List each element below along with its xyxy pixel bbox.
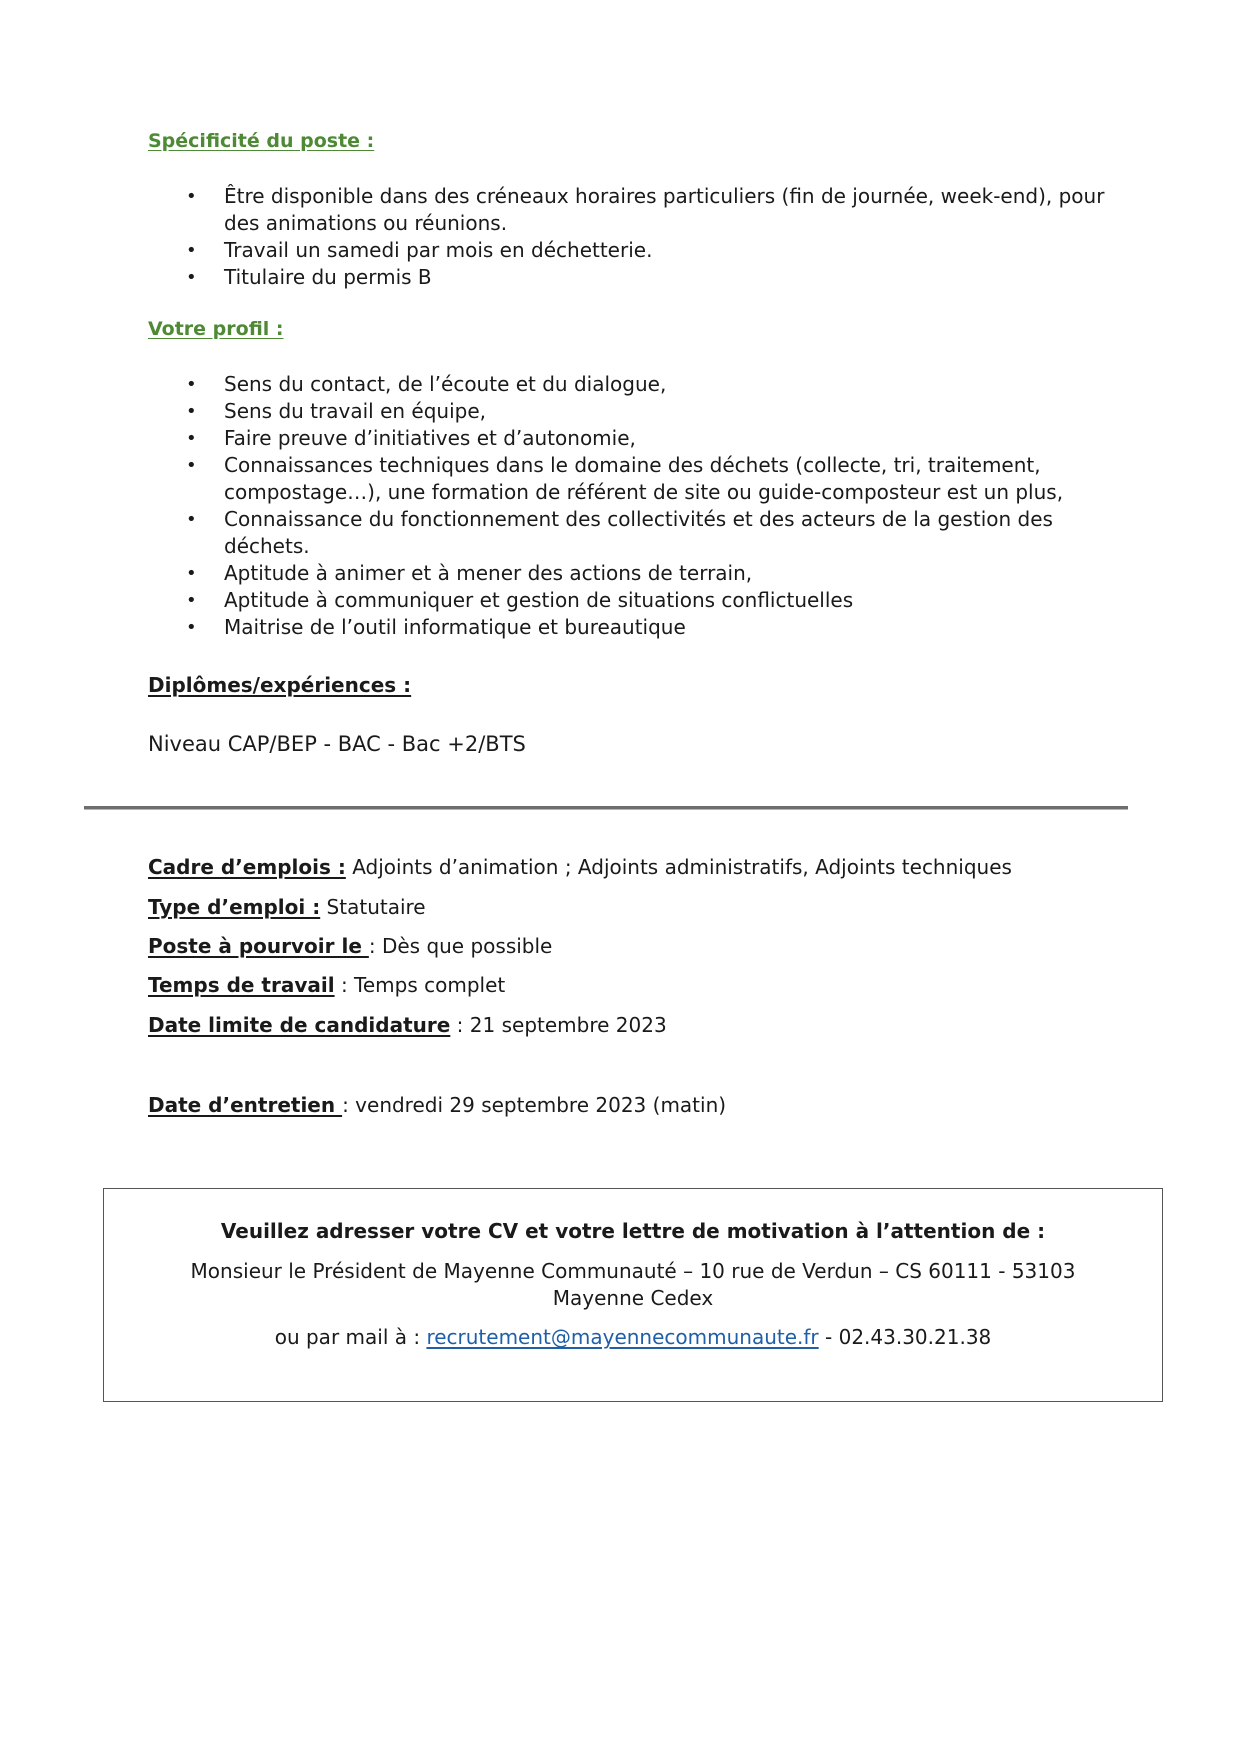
list-item: • Aptitude à communiquer et gestion de situations conflictuelles xyxy=(148,587,1108,614)
section-divider xyxy=(84,806,1128,810)
list-item: • Sens du contact, de l’écoute et du dialogue, xyxy=(148,371,1108,398)
list-item: • Connaissances techniques dans le domaine des déchets (collecte, tri, traitement, compostage…), une formation de référent de site ou guide-composteur est un plus, xyxy=(148,452,1108,506)
list-item: • Titulaire du permis B xyxy=(148,264,1108,291)
poste-a-pourvoir-value: : Dès que possible xyxy=(368,934,553,958)
date-limite xyxy=(148,1013,667,1037)
poste-a-pourvoir-label: Poste à pourvoir le xyxy=(148,934,369,958)
contact-mail-line xyxy=(104,1325,1162,1349)
email-link[interactable]: recrutement@mayennecommunaute.fr xyxy=(426,1325,819,1349)
phone-number: - 02.43.30.21.38 xyxy=(818,1325,992,1349)
contact-box xyxy=(103,1188,1163,1402)
temps-de-travail-value: : Temps complet xyxy=(334,973,506,997)
cadre-emplois xyxy=(148,855,1012,879)
mail-prefix: ou par mail à : xyxy=(274,1325,427,1349)
list-item: • Travail un samedi par mois en déchetterie. xyxy=(148,237,1108,264)
date-limite-value: : 21 septembre 2023 xyxy=(450,1013,667,1037)
temps-de-travail-label: Temps de travail xyxy=(148,973,335,997)
type-emploi-value: Statutaire xyxy=(320,895,426,919)
list-item: • Connaissance du fonctionnement des collectivités et des acteurs de la gestion des déchets. xyxy=(148,506,1108,560)
list-item: • Sens du travail en équipe, xyxy=(148,398,1108,425)
list-item: • Aptitude à animer et à mener des actions de terrain, xyxy=(148,560,1108,587)
poste-a-pourvoir xyxy=(148,934,552,958)
specificite-heading: Spécificité du poste : xyxy=(148,130,375,152)
diplomes-heading: Diplômes/expériences : xyxy=(148,673,412,697)
list-item: • Faire preuve d’initiatives et d’autonomie, xyxy=(148,425,1108,452)
cadre-emplois-value: Adjoints d’animation ; Adjoints administratifs, Adjoints techniques xyxy=(345,855,1012,879)
cadre-emplois-label: Cadre d’emplois : xyxy=(148,855,346,879)
temps-de-travail xyxy=(148,973,505,997)
type-emploi xyxy=(148,895,426,919)
date-entretien xyxy=(148,1093,726,1117)
contact-title: Veuillez adresser votre CV et votre lettre de motivation à l’attention de : xyxy=(220,1219,1046,1243)
date-limite-label: Date limite de candidature xyxy=(148,1013,451,1037)
date-entretien-value: : vendredi 29 septembre 2023 (matin) xyxy=(342,1093,727,1117)
type-emploi-label: Type d’emploi : xyxy=(148,895,321,919)
list-item: • Être disponible dans des créneaux horaires particuliers (fin de journée, week-end), pour des animations ou réunions. xyxy=(148,183,1108,237)
specificite-list xyxy=(148,183,1108,291)
contact-address: Monsieur le Président de Mayenne Communauté – 10 rue de Verdun – CS 60111 - 53103 Mayenne Cedex xyxy=(190,1259,1076,1310)
profil-heading: Votre profil : xyxy=(148,318,284,340)
date-entretien-label: Date d’entretien xyxy=(148,1093,343,1117)
profil-list xyxy=(148,371,1108,641)
list-item: • Maitrise de l’outil informatique et bureautique xyxy=(148,614,1108,641)
diplomes-text: Niveau CAP/BEP - BAC - Bac +2/BTS xyxy=(148,732,526,756)
